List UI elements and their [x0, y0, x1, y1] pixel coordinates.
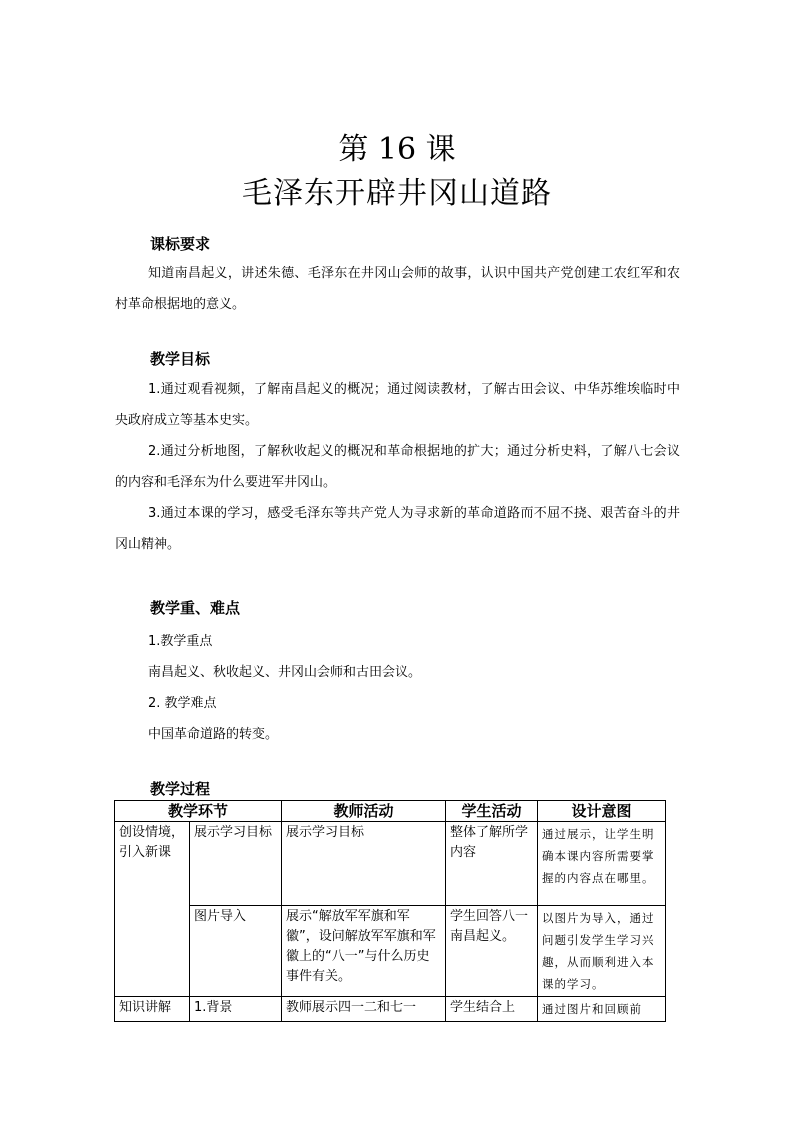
objective-item-3: 3.通过本课的学习，感受毛泽东等共产党人为寻求新的革命道路而不屈不挠、艰苦奋斗的井冈山精神。 [115, 506, 680, 552]
objective-item-1: 1.通过观看视频，了解南昌起义的概况；通过阅读教材，了解古田会议、中华苏维埃临时中央政府成立等基本史实。 [115, 382, 680, 428]
focus-text: 南昌起义、秋收起义、井冈山会师和古田会议。 [148, 665, 422, 680]
col-student: 学生活动 [446, 801, 538, 822]
process-heading: 教学过程 [150, 780, 211, 798]
col-teacher: 教师活动 [282, 801, 446, 822]
stage-cell: 知识讲解 [115, 997, 190, 1022]
student-cell: 学生回答八一南昌起义。 [446, 906, 538, 997]
objective-item-2: 2.通过分析地图，了解秋收起义的概况和革命根据地的扩大；通过分析史料，了解八七会议的内容和毛泽东为什么要进军井冈山。 [115, 444, 680, 490]
student-cell: 学生结合上 [446, 997, 538, 1022]
table-row [115, 997, 666, 1022]
sub-stage-cell: 展示学习目标 [190, 822, 282, 906]
key-points-heading: 教学重、难点 [150, 599, 241, 617]
student-cell: 整体了解所学内容 [446, 822, 538, 906]
table-row [115, 822, 666, 906]
table-header-row [115, 801, 666, 822]
intent-cell: 以图片为导入，通过问题引发学生学习兴趣，从而顺利进入本课的学习。 [538, 906, 666, 997]
col-stage: 教学环节 [115, 801, 282, 822]
col-intent: 设计意图 [538, 801, 666, 822]
sub-stage-cell: 图片导入 [190, 906, 282, 997]
curriculum-text: 知道南昌起义，讲述朱德、毛泽东在井冈山会师的故事，认识中国共产党创建工农红军和农村革命根据地的意义。 [115, 266, 680, 312]
teacher-cell: 教师展示四一二和七一 [282, 997, 446, 1022]
objectives-heading: 教学目标 [150, 350, 211, 368]
curriculum-heading: 课标要求 [150, 235, 211, 253]
sub-stage-cell: 1.背景 [190, 997, 282, 1022]
table-row [115, 906, 666, 997]
intent-cell: 通过图片和回顾前 [538, 997, 666, 1022]
teacher-cell: 展示学习目标 [282, 822, 446, 906]
lesson-number: 第 16 课 [338, 132, 456, 167]
process-table [114, 800, 666, 1022]
teacher-cell: 展示“解放军军旗和军徽”，设问解放军军旗和军徽上的“八一”与什么历史事件有关。 [282, 906, 446, 997]
stage-cell: 创设情境，引入新课 [115, 822, 190, 997]
lesson-title: 毛泽东开辟井冈山道路 [242, 176, 552, 211]
intent-cell: 通过展示，让学生明确本课内容所需要掌握的内容点在哪里。 [538, 822, 666, 906]
focus-label: 1.教学重点 [148, 634, 213, 649]
difficulty-text: 中国革命道路的转变。 [148, 727, 279, 742]
difficulty-label: 2. 教学难点 [148, 696, 217, 711]
